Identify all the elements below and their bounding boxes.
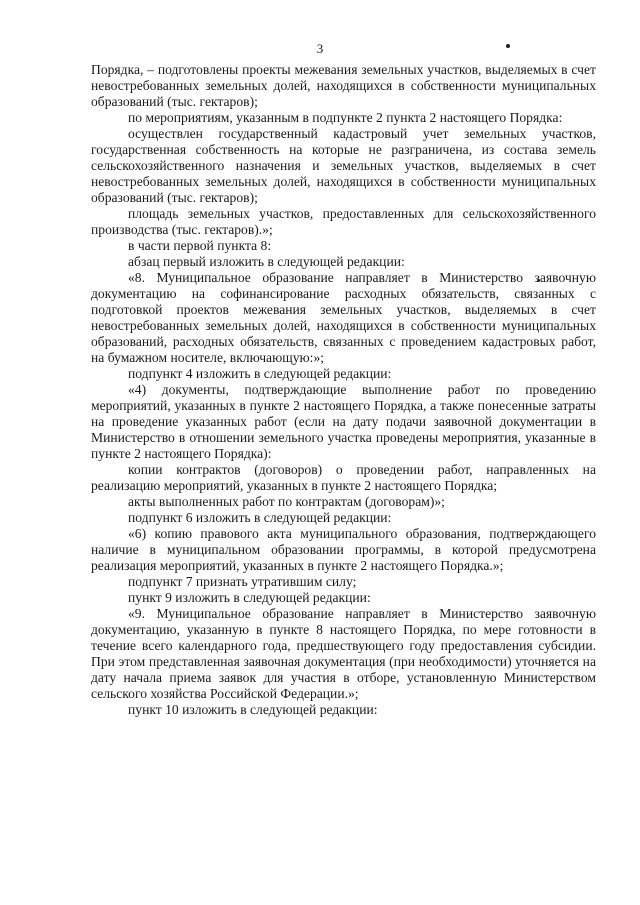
paragraph: акты выполненных работ по контрактам (договорам)»; (128, 494, 445, 509)
paragraph: копии контрактов (договоров) о проведении работ, направленных на реализацию мероприятий, указанных в пункте 2 настоящего Порядка; (91, 462, 596, 493)
document-body (91, 62, 596, 718)
paragraph: осуществлен государственный кадастровый учет земельных участков, государственная собственность на которые не разграничена, из состава земель сельскохозяйственного назначения и земельных участков, выделяемых в счет невостребованных земельных долей, находящихся в собственности муниципальных образований (тыс. гектаров); (91, 126, 596, 205)
page-number: 3 (316, 41, 324, 56)
paragraph: подпункт 7 признать утратившим силу; (128, 574, 357, 589)
paragraph: «9. Муниципальное образование направляет в Министерство заявочную документацию, указанную в пункте 8 настоящего Порядка, по мере готовности в течение всего календарного года, предшествующего году предоставления субсидии. При этом представленная заявочная документация (при необходимости) уточняется на дату начала приема заявок для участия в отборе, установленную Министерством сельского хозяйства Российской Федерации.»; (91, 606, 596, 701)
paragraph: подпункт 6 изложить в следующей редакции: (128, 510, 392, 525)
paragraph: «4) документы, подтверждающие выполнение работ по проведению мероприятий, указанных в пункте 2 настоящего Порядка, а также понесенные затраты на проведение указанных работ (если на дату подачи заявочной документации в Министерство в отношении земельного участка проведены мероприятия, указанные в пункте 2 настоящего Порядка): (91, 382, 596, 461)
paragraph: подпункт 4 изложить в следующей редакции: (128, 366, 392, 381)
scan-speck (506, 44, 510, 48)
paragraph: Порядка, – подготовлены проекты межевания земельных участков, выделяемых в счет невостребованных земельных долей, находящихся в собственности муниципальных образований (тыс. гектаров); (91, 62, 596, 109)
paragraph: абзац первый изложить в следующей редакции: (128, 254, 405, 269)
paragraph: «6) копию правового акта муниципального образования, подтверждающего наличие в муниципальном образовании программы, в которой предусмотрена реализация мероприятий, указанных в пункте 2 настоящего Порядка.»; (91, 526, 596, 573)
paragraph: «8. Муниципальное образование направляет в Министерство заявочную документацию на софинансирование расходных обязательств, связанных с подготовкой проектов межевания земельных участков, выделяемых в счет невостребованных земельных долей, находящихся в собственности муниципальных образований, расходных обязательств, связанных с проведением кадастровых работ, на бумажном носителе, включающую:»; (91, 270, 596, 365)
paragraph: по мероприятиям, указанным в подпункте 2 пункта 2 настоящего Порядка: (128, 110, 563, 125)
paragraph: пункт 10 изложить в следующей редакции: (128, 702, 378, 717)
paragraph: в части первой пункта 8: (128, 238, 272, 253)
paragraph: площадь земельных участков, предоставленных для сельскохозяйственного производства (тыс. гектаров).»; (91, 206, 596, 237)
paragraph: пункт 9 изложить в следующей редакции: (128, 590, 371, 605)
